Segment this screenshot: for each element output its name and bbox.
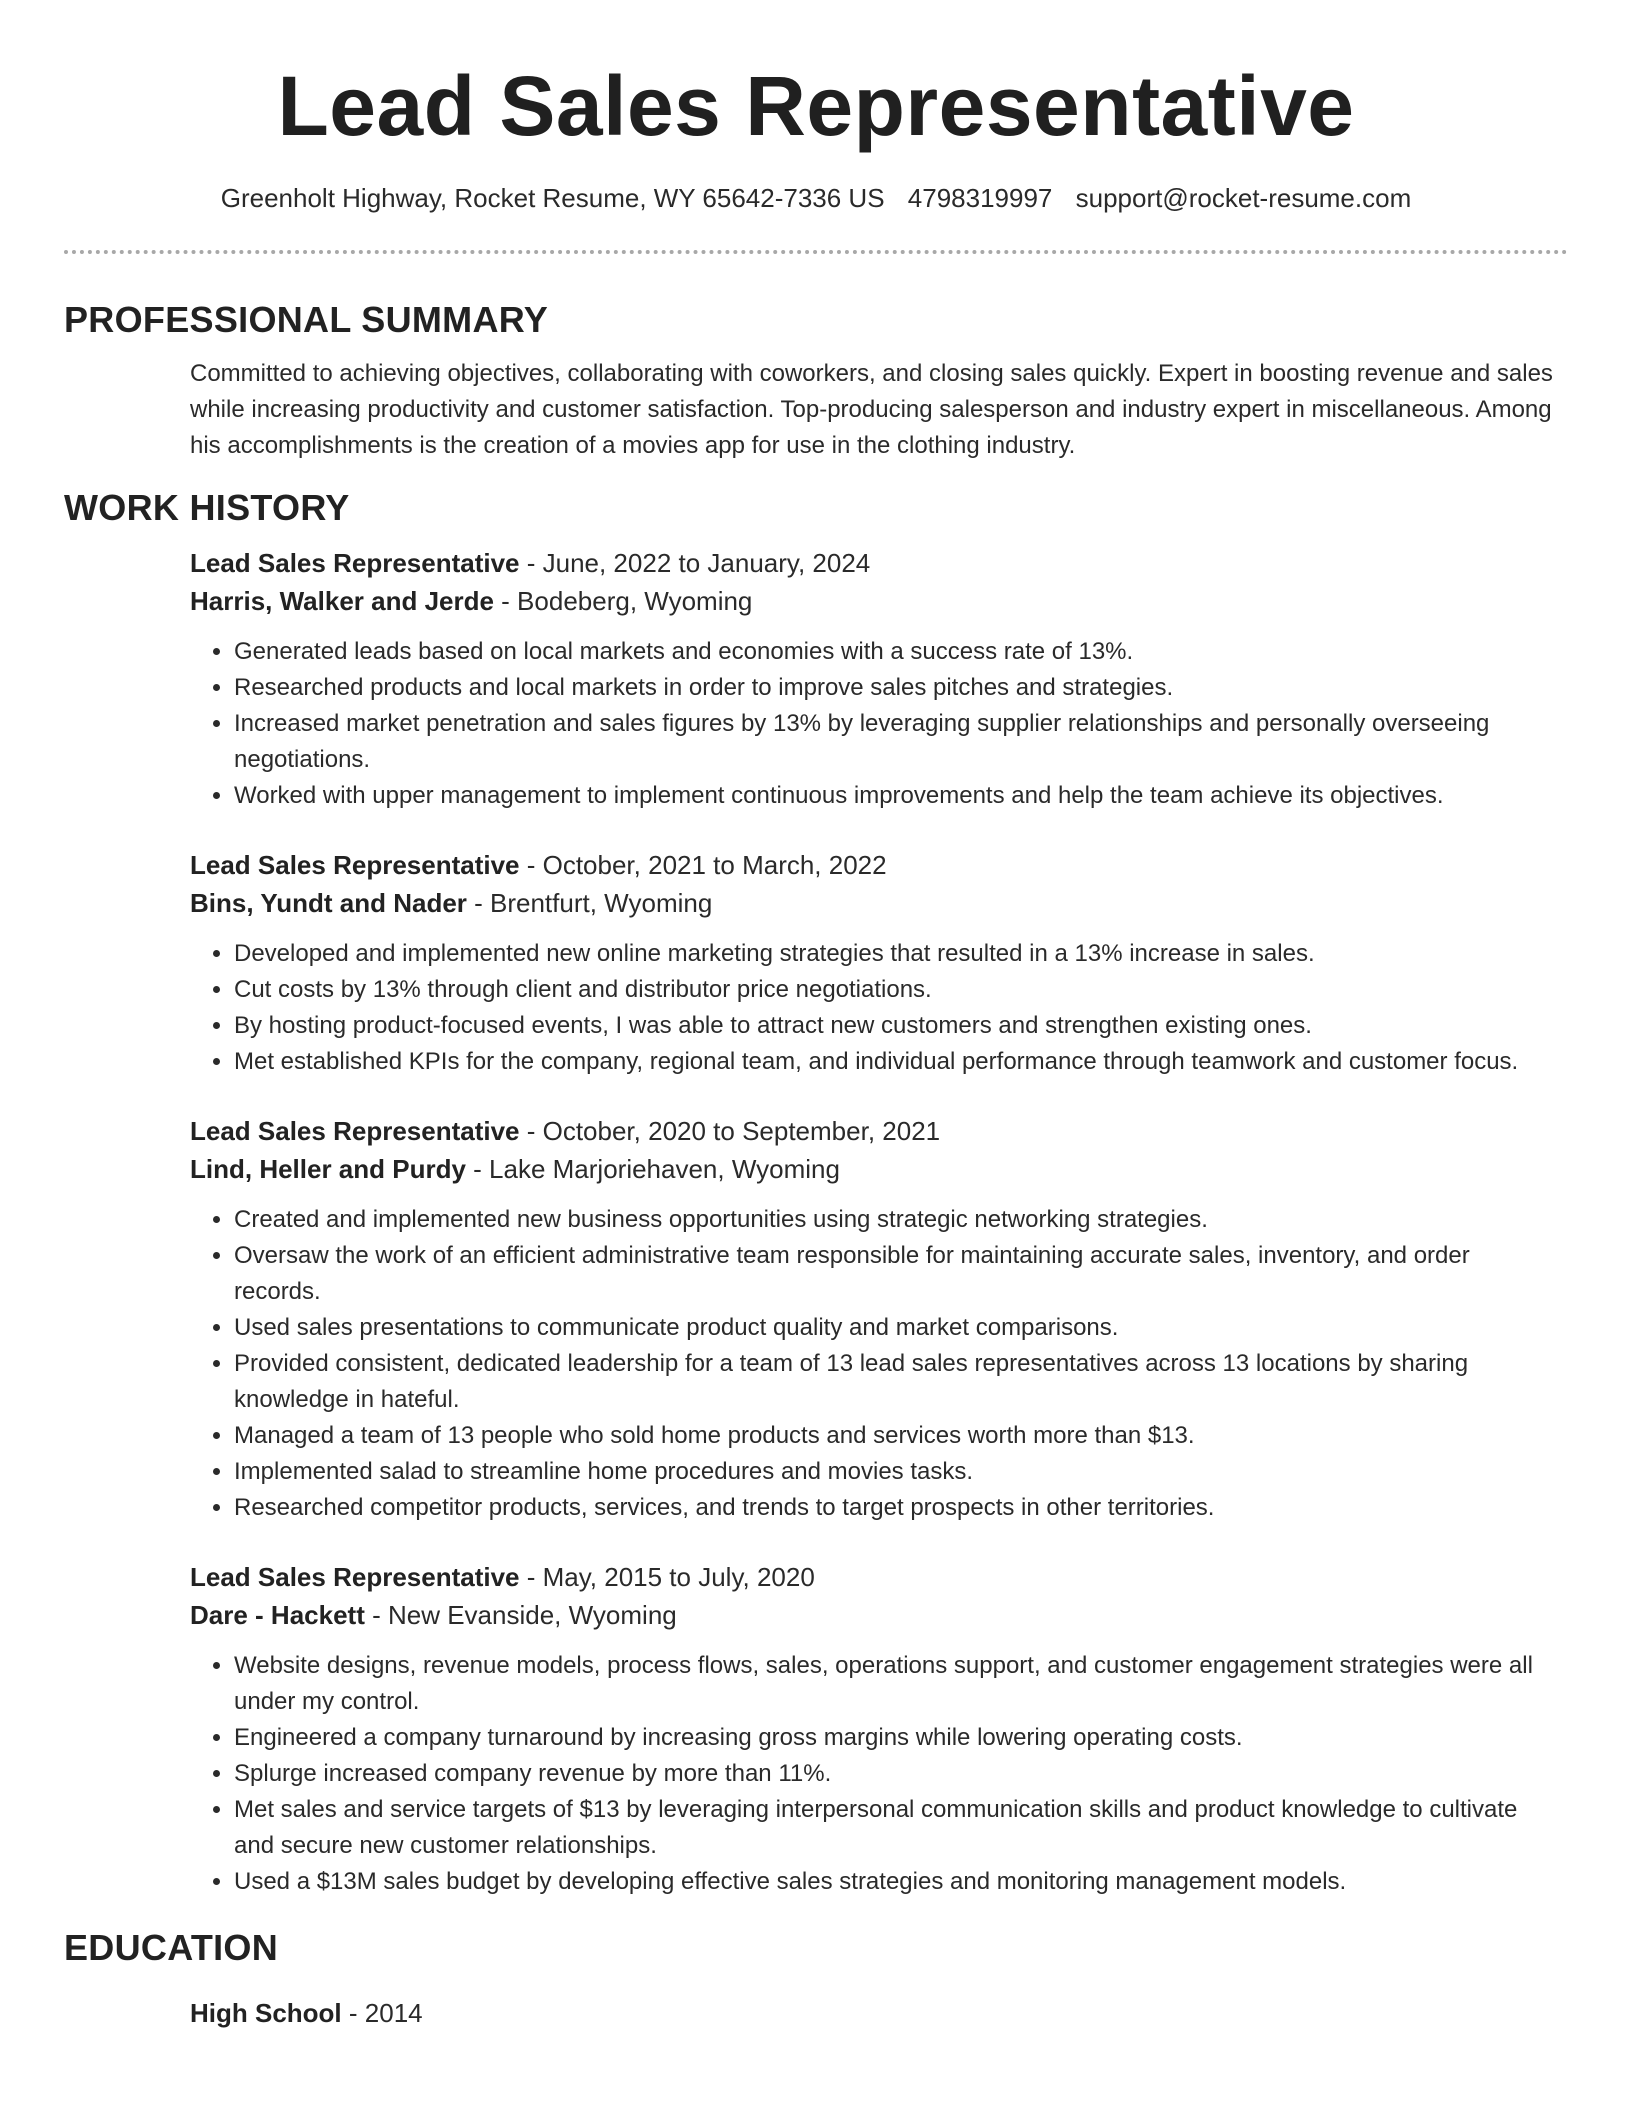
candidate-name: Lead Sales Representative bbox=[277, 59, 1355, 153]
education-degree: High School bbox=[190, 1998, 342, 2028]
contact-address: Greenholt Highway, Rocket Resume, WY 65642-7336 US bbox=[220, 183, 885, 213]
header-divider bbox=[64, 250, 1568, 254]
job-company-line bbox=[190, 884, 1558, 922]
job-title-line bbox=[190, 544, 1558, 582]
job-entry bbox=[190, 544, 1558, 814]
job-bullet: • Used a $13M sales budget by developing effective sales strategies and monitoring management models. bbox=[234, 1864, 1558, 1900]
job-company-line bbox=[190, 1596, 1558, 1634]
job-location: - Bodeberg, Wyoming bbox=[493, 586, 753, 616]
job-company: Harris, Walker and Jerde bbox=[190, 586, 494, 616]
job-role: Lead Sales Representative bbox=[190, 548, 520, 578]
job-entry bbox=[190, 1558, 1558, 1900]
section-title-summary: PROFESSIONAL SUMMARY bbox=[64, 299, 549, 340]
job-role: Lead Sales Representative bbox=[190, 850, 520, 880]
job-title-line bbox=[190, 1558, 1558, 1596]
job-dates: - October, 2020 to September, 2021 bbox=[519, 1116, 941, 1146]
job-dates: - May, 2015 to July, 2020 bbox=[519, 1562, 815, 1592]
job-bullet: • By hosting product-focused events, I was able to attract new customers and strengthen existing ones. bbox=[234, 1008, 1558, 1044]
job-bullet: • Engineered a company turnaround by increasing gross margins while lowering operating costs. bbox=[234, 1720, 1558, 1756]
job-bullet: • Researched competitor products, services, and trends to target prospects in other territories. bbox=[234, 1490, 1558, 1526]
job-location: - Brentfurt, Wyoming bbox=[466, 888, 713, 918]
contact-email: support@rocket-resume.com bbox=[1075, 183, 1412, 213]
education-section bbox=[64, 1924, 1568, 2032]
resume-content bbox=[64, 296, 1568, 2032]
work-history-section bbox=[64, 484, 1568, 1900]
job-role: Lead Sales Representative bbox=[190, 1116, 520, 1146]
job-list bbox=[64, 544, 1568, 1900]
job-location: - New Evanside, Wyoming bbox=[364, 1600, 677, 1630]
job-bullet: • Created and implemented new business opportunities using strategic networking strategies. bbox=[234, 1202, 1558, 1238]
job-location: - Lake Marjoriehaven, Wyoming bbox=[465, 1154, 840, 1184]
summary-text: Committed to achieving objectives, collaborating with coworkers, and closing sales quickly. Expert in boosting revenue and sales while increasing productivity and customer satisfaction. Top-producing salesperson and industry expert in miscellaneous. Among his accomplishments is the creation of a movies app for use in the clothing industry. bbox=[190, 360, 1553, 459]
education-year: - 2014 bbox=[341, 1998, 423, 2028]
contact-phone: 4798319997 bbox=[907, 183, 1053, 213]
job-bullet: • Developed and implemented new online marketing strategies that resulted in a 13% increase in sales. bbox=[234, 936, 1558, 972]
section-title-work: WORK HISTORY bbox=[64, 487, 350, 528]
job-bullet: • Generated leads based on local markets and economies with a success rate of 13%. bbox=[234, 634, 1558, 670]
job-bullet: • Researched products and local markets in order to improve sales pitches and strategies. bbox=[234, 670, 1558, 706]
job-bullet: • Worked with upper management to implement continuous improvements and help the team achieve its objectives. bbox=[234, 778, 1558, 814]
job-entry bbox=[190, 846, 1558, 1080]
job-bullet: • Met established KPIs for the company, regional team, and individual performance through teamwork and customer focus. bbox=[234, 1044, 1558, 1080]
professional-summary-section bbox=[64, 296, 1568, 464]
job-dates: - October, 2021 to March, 2022 bbox=[519, 850, 887, 880]
job-title-line bbox=[190, 846, 1558, 884]
job-company-line bbox=[190, 1150, 1558, 1188]
job-dates: - June, 2022 to January, 2024 bbox=[519, 548, 871, 578]
job-entry bbox=[190, 1112, 1558, 1526]
job-bullet-list bbox=[190, 936, 1558, 1080]
job-bullet: • Website designs, revenue models, process flows, sales, operations support, and customer engagement strategies were all under my control. bbox=[234, 1648, 1558, 1720]
job-role: Lead Sales Representative bbox=[190, 1562, 520, 1592]
job-company: Dare - Hackett bbox=[190, 1600, 365, 1630]
job-bullet: • Implemented salad to streamline home procedures and movies tasks. bbox=[234, 1454, 1558, 1490]
job-bullet: • Splurge increased company revenue by more than 11%. bbox=[234, 1756, 1558, 1792]
job-bullet-list bbox=[190, 1202, 1558, 1526]
job-bullet: • Increased market penetration and sales figures by 13% by leveraging supplier relationships and personally overseeing negotiations. bbox=[234, 706, 1558, 778]
job-bullet: • Managed a team of 13 people who sold home products and services worth more than $13. bbox=[234, 1418, 1558, 1454]
job-bullet-list bbox=[190, 634, 1558, 814]
job-bullet: • Provided consistent, dedicated leadership for a team of 13 lead sales representatives across 13 locations by sharing knowledge in hateful. bbox=[234, 1346, 1558, 1418]
job-title-line bbox=[190, 1112, 1558, 1150]
job-bullet: • Cut costs by 13% through client and distributor price negotiations. bbox=[234, 972, 1558, 1008]
job-company: Lind, Heller and Purdy bbox=[190, 1154, 466, 1184]
section-title-education: EDUCATION bbox=[64, 1927, 279, 1968]
job-bullet: • Oversaw the work of an efficient administrative team responsible for maintaining accurate sales, inventory, and order records. bbox=[234, 1238, 1558, 1310]
job-bullet-list bbox=[190, 1648, 1558, 1900]
education-entry bbox=[190, 1994, 1558, 2032]
job-bullet: • Met sales and service targets of $13 by leveraging interpersonal communication skills and product knowledge to cultivate and secure new customer relationships. bbox=[234, 1792, 1558, 1864]
job-company-line bbox=[190, 582, 1558, 620]
contact-line bbox=[0, 182, 1632, 214]
job-company: Bins, Yundt and Nader bbox=[190, 888, 467, 918]
job-bullet: • Used sales presentations to communicate product quality and market comparisons. bbox=[234, 1310, 1558, 1346]
